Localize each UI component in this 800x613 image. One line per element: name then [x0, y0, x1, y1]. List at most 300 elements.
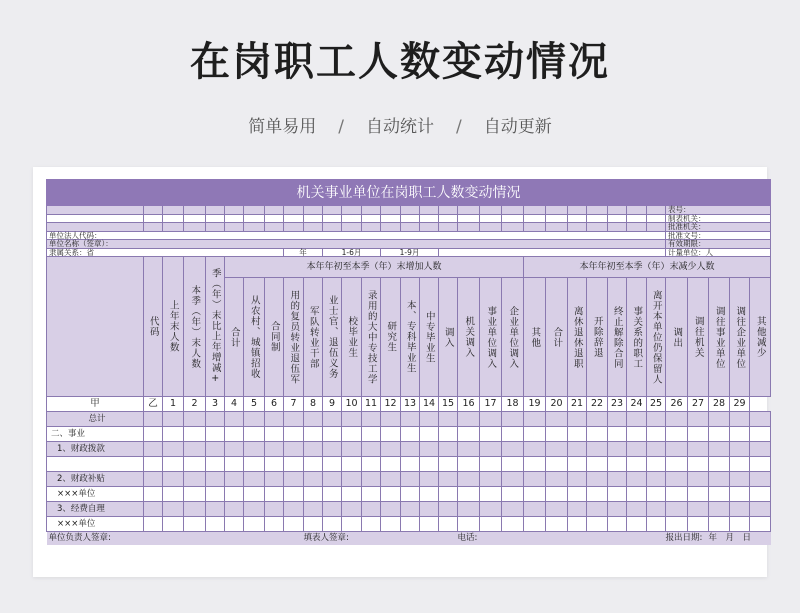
data-cell[interactable]	[144, 517, 163, 532]
data-cell[interactable]	[666, 487, 688, 502]
data-cell[interactable]	[458, 427, 480, 442]
data-cell[interactable]	[206, 472, 225, 487]
data-cell[interactable]	[184, 517, 206, 532]
data-cell[interactable]	[304, 487, 323, 502]
data-cell[interactable]	[420, 442, 439, 457]
data-cell[interactable]	[342, 427, 362, 442]
data-cell[interactable]	[304, 427, 323, 442]
data-cell[interactable]	[608, 442, 627, 457]
col-header: 录用的大中专技工学	[365, 289, 377, 385]
feature-3: 自动更新	[483, 117, 552, 137]
data-cell[interactable]	[304, 472, 323, 487]
data-cell[interactable]	[323, 457, 342, 472]
data-cell[interactable]	[323, 472, 342, 487]
data-cell[interactable]	[381, 517, 401, 532]
data-cell[interactable]	[647, 412, 666, 427]
data-cell[interactable]	[265, 472, 284, 487]
data-cell[interactable]	[647, 457, 666, 472]
data-cell[interactable]	[688, 442, 709, 457]
col-header: 企业单位调入	[507, 305, 519, 369]
data-cell[interactable]	[439, 487, 458, 502]
data-cell[interactable]	[524, 457, 546, 472]
data-cell[interactable]	[342, 487, 362, 502]
data-cell[interactable]	[225, 517, 244, 532]
data-cell[interactable]	[587, 487, 608, 502]
col-header: 调入	[442, 326, 454, 348]
data-cell[interactable]	[730, 502, 750, 517]
data-cell[interactable]	[587, 427, 608, 442]
data-cell[interactable]	[439, 457, 458, 472]
data-cell[interactable]	[666, 472, 688, 487]
col-header: 事关系的职工	[631, 305, 643, 369]
data-cell[interactable]	[730, 517, 750, 532]
data-cell[interactable]	[420, 457, 439, 472]
data-cell[interactable]	[524, 427, 546, 442]
data-cell[interactable]	[244, 472, 265, 487]
data-cell[interactable]	[502, 427, 524, 442]
data-cell[interactable]	[184, 487, 206, 502]
data-cell[interactable]	[225, 472, 244, 487]
data-cell[interactable]	[163, 427, 184, 442]
data-cell[interactable]	[439, 472, 458, 487]
footer-report-date: 报出日期:	[666, 532, 709, 546]
data-cell[interactable]	[688, 517, 709, 532]
data-cell[interactable]	[480, 472, 502, 487]
data-cell[interactable]	[524, 487, 546, 502]
data-cell[interactable]	[163, 457, 184, 472]
data-cell[interactable]	[206, 487, 225, 502]
data-cell[interactable]	[381, 472, 401, 487]
data-cell[interactable]	[381, 457, 401, 472]
data-cell[interactable]	[627, 517, 647, 532]
data-cell[interactable]	[458, 472, 480, 487]
data-cell[interactable]	[568, 427, 587, 442]
data-cell[interactable]	[502, 472, 524, 487]
data-cell[interactable]	[750, 472, 771, 487]
data-cell[interactable]	[206, 457, 225, 472]
data-cell[interactable]	[587, 442, 608, 457]
data-cell[interactable]	[608, 427, 627, 442]
data-cell[interactable]	[709, 442, 730, 457]
info-unit-name: 单位名称（签章）：	[47, 240, 666, 249]
data-cell[interactable]	[750, 517, 771, 532]
data-cell[interactable]	[524, 442, 546, 457]
data-cell[interactable]	[184, 472, 206, 487]
data-cell[interactable]	[381, 487, 401, 502]
data-cell[interactable]	[439, 442, 458, 457]
data-cell[interactable]	[362, 457, 381, 472]
data-cell[interactable]	[458, 457, 480, 472]
spreadsheet-preview	[33, 167, 767, 577]
column-code: 5	[244, 397, 265, 412]
column-code: 28	[709, 397, 730, 412]
column-code: 21	[568, 397, 587, 412]
data-cell[interactable]	[568, 442, 587, 457]
data-cell[interactable]	[502, 487, 524, 502]
data-cell[interactable]	[304, 457, 323, 472]
data-cell[interactable]	[401, 442, 420, 457]
data-cell[interactable]	[304, 442, 323, 457]
data-cell[interactable]	[206, 502, 225, 517]
data-cell[interactable]	[480, 412, 502, 427]
data-cell[interactable]	[647, 502, 666, 517]
data-cell[interactable]	[144, 487, 163, 502]
data-cell[interactable]	[524, 412, 546, 427]
separator: /	[456, 117, 462, 137]
col-header: 中专毕业生	[423, 310, 435, 364]
data-cell[interactable]	[401, 517, 420, 532]
data-cell[interactable]	[401, 427, 420, 442]
data-cell[interactable]	[666, 517, 688, 532]
data-cell[interactable]	[163, 472, 184, 487]
data-cell[interactable]	[362, 472, 381, 487]
data-cell[interactable]	[502, 442, 524, 457]
data-cell[interactable]	[206, 442, 225, 457]
data-cell[interactable]	[666, 427, 688, 442]
column-code: 2	[184, 397, 206, 412]
data-cell[interactable]	[401, 502, 420, 517]
data-cell[interactable]	[439, 502, 458, 517]
data-cell[interactable]	[546, 427, 568, 442]
data-cell[interactable]	[502, 517, 524, 532]
data-cell[interactable]	[420, 472, 439, 487]
column-code: 3	[206, 397, 225, 412]
data-cell[interactable]	[184, 502, 206, 517]
data-cell[interactable]	[225, 502, 244, 517]
data-cell[interactable]	[244, 427, 265, 442]
data-cell[interactable]	[730, 442, 750, 457]
data-cell[interactable]	[401, 487, 420, 502]
data-cell[interactable]	[730, 457, 750, 472]
data-cell[interactable]	[265, 427, 284, 442]
data-cell[interactable]	[420, 517, 439, 532]
col-header: 合计	[551, 326, 563, 348]
data-cell[interactable]	[323, 442, 342, 457]
data-cell[interactable]	[750, 412, 771, 427]
data-cell[interactable]	[265, 487, 284, 502]
row-label	[47, 457, 144, 472]
data-cell[interactable]	[709, 472, 730, 487]
group-header-decrease: 本年年初至本季（年）末减少人数	[524, 257, 771, 278]
data-cell[interactable]	[284, 517, 304, 532]
data-cell[interactable]	[546, 472, 568, 487]
data-cell[interactable]	[730, 487, 750, 502]
data-cell[interactable]	[546, 517, 568, 532]
data-cell[interactable]	[144, 442, 163, 457]
data-cell[interactable]	[362, 427, 381, 442]
data-cell[interactable]	[568, 457, 587, 472]
data-cell[interactable]	[627, 412, 647, 427]
period-q3: 1-9月	[381, 248, 439, 257]
data-cell[interactable]	[144, 502, 163, 517]
data-cell[interactable]	[627, 427, 647, 442]
data-cell[interactable]	[688, 487, 709, 502]
info-form-number: 表号：	[666, 206, 771, 215]
data-cell[interactable]	[420, 487, 439, 502]
column-code: 27	[688, 397, 709, 412]
data-cell[interactable]	[730, 427, 750, 442]
data-cell[interactable]	[709, 517, 730, 532]
data-cell[interactable]	[666, 457, 688, 472]
data-cell[interactable]	[362, 487, 381, 502]
data-cell[interactable]	[323, 427, 342, 442]
data-cell[interactable]	[666, 442, 688, 457]
data-cell[interactable]	[206, 412, 225, 427]
data-cell[interactable]	[144, 457, 163, 472]
data-cell[interactable]	[420, 502, 439, 517]
column-code: 10	[342, 397, 362, 412]
data-cell[interactable]	[342, 517, 362, 532]
data-cell[interactable]	[184, 442, 206, 457]
data-cell[interactable]	[225, 427, 244, 442]
data-cell[interactable]	[163, 412, 184, 427]
data-cell[interactable]	[401, 472, 420, 487]
data-cell[interactable]	[688, 427, 709, 442]
data-cell[interactable]	[420, 427, 439, 442]
data-cell[interactable]	[265, 442, 284, 457]
data-cell[interactable]	[265, 412, 284, 427]
data-cell[interactable]	[244, 502, 265, 517]
data-cell[interactable]	[323, 517, 342, 532]
data-cell[interactable]	[627, 472, 647, 487]
data-cell[interactable]	[647, 442, 666, 457]
data-cell[interactable]	[163, 442, 184, 457]
data-cell[interactable]	[608, 502, 627, 517]
data-cell[interactable]	[568, 412, 587, 427]
data-cell[interactable]	[666, 412, 688, 427]
data-cell[interactable]	[284, 502, 304, 517]
data-cell[interactable]	[284, 457, 304, 472]
data-cell[interactable]	[750, 427, 771, 442]
data-cell[interactable]	[401, 457, 420, 472]
info-issuing-authority: 制表机关：	[666, 214, 771, 223]
data-cell[interactable]	[458, 517, 480, 532]
data-cell[interactable]	[244, 412, 265, 427]
data-cell[interactable]	[750, 487, 771, 502]
data-cell[interactable]	[323, 502, 342, 517]
col-header: 校毕业生	[346, 316, 358, 358]
data-cell[interactable]	[144, 472, 163, 487]
data-cell[interactable]	[401, 412, 420, 427]
data-cell[interactable]	[480, 427, 502, 442]
data-cell[interactable]	[362, 502, 381, 517]
data-cell[interactable]	[647, 517, 666, 532]
data-cell[interactable]	[688, 472, 709, 487]
data-cell[interactable]	[458, 487, 480, 502]
row-label: 1、财政拨款	[47, 442, 144, 457]
data-cell[interactable]	[206, 427, 225, 442]
data-cell[interactable]	[342, 502, 362, 517]
data-cell[interactable]	[342, 442, 362, 457]
data-cell[interactable]	[546, 412, 568, 427]
data-cell[interactable]	[265, 517, 284, 532]
column-code: 23	[608, 397, 627, 412]
column-code: 16	[458, 397, 480, 412]
data-cell[interactable]	[304, 517, 323, 532]
data-cell[interactable]	[709, 457, 730, 472]
data-cell[interactable]	[284, 472, 304, 487]
data-cell[interactable]	[163, 502, 184, 517]
data-cell[interactable]	[458, 502, 480, 517]
data-cell[interactable]	[304, 502, 323, 517]
data-cell[interactable]	[381, 427, 401, 442]
data-cell[interactable]	[480, 487, 502, 502]
data-cell[interactable]	[608, 487, 627, 502]
data-cell[interactable]	[688, 412, 709, 427]
column-code: 14	[420, 397, 439, 412]
data-cell[interactable]	[184, 412, 206, 427]
data-cell[interactable]	[568, 502, 587, 517]
column-code: 24	[627, 397, 647, 412]
data-cell[interactable]	[666, 502, 688, 517]
data-cell[interactable]	[688, 457, 709, 472]
data-cell[interactable]	[587, 472, 608, 487]
data-cell[interactable]	[439, 517, 458, 532]
data-cell[interactable]	[144, 427, 163, 442]
data-cell[interactable]	[709, 427, 730, 442]
data-cell[interactable]	[524, 502, 546, 517]
data-cell[interactable]	[439, 427, 458, 442]
data-cell[interactable]	[284, 427, 304, 442]
data-cell[interactable]	[647, 427, 666, 442]
data-cell[interactable]	[709, 412, 730, 427]
col-header: 开除辞退	[591, 316, 603, 358]
data-cell[interactable]	[362, 412, 381, 427]
data-cell[interactable]	[709, 487, 730, 502]
data-cell[interactable]	[244, 487, 265, 502]
column-code: 8	[304, 397, 323, 412]
data-cell[interactable]	[647, 487, 666, 502]
data-cell[interactable]	[144, 412, 163, 427]
period-year: 年	[284, 248, 323, 257]
data-cell[interactable]	[480, 457, 502, 472]
column-code: 15	[439, 397, 458, 412]
data-cell[interactable]	[627, 457, 647, 472]
data-cell[interactable]	[480, 502, 502, 517]
data-cell[interactable]	[244, 457, 265, 472]
data-cell[interactable]	[284, 487, 304, 502]
data-cell[interactable]	[627, 442, 647, 457]
data-cell[interactable]	[284, 442, 304, 457]
col-header: 调出	[671, 326, 683, 348]
data-cell[interactable]	[342, 472, 362, 487]
data-cell[interactable]	[225, 457, 244, 472]
data-cell[interactable]	[342, 457, 362, 472]
data-cell[interactable]	[587, 517, 608, 532]
data-cell[interactable]	[688, 502, 709, 517]
row-label: ×××单位	[47, 517, 144, 532]
data-cell[interactable]	[568, 517, 587, 532]
row-label: 总计	[47, 412, 144, 427]
col-header: 调往机关	[692, 316, 704, 358]
data-cell[interactable]	[608, 412, 627, 427]
data-cell[interactable]	[546, 487, 568, 502]
data-cell[interactable]	[627, 502, 647, 517]
data-cell[interactable]	[730, 412, 750, 427]
data-cell[interactable]	[750, 442, 771, 457]
data-cell[interactable]	[225, 487, 244, 502]
data-cell[interactable]	[647, 472, 666, 487]
data-cell[interactable]	[524, 517, 546, 532]
col-header: 调往事业单位	[713, 305, 725, 369]
data-cell[interactable]	[362, 517, 381, 532]
data-cell[interactable]	[458, 412, 480, 427]
data-cell[interactable]	[750, 502, 771, 517]
col-header: 业士官、退伍义务	[326, 295, 338, 379]
column-code: 1	[163, 397, 184, 412]
data-cell[interactable]	[420, 412, 439, 427]
data-cell[interactable]	[546, 442, 568, 457]
col-header: 离开本单位仍保留人	[650, 289, 662, 385]
data-cell[interactable]	[587, 412, 608, 427]
data-cell[interactable]	[480, 442, 502, 457]
data-cell[interactable]	[362, 442, 381, 457]
data-cell[interactable]	[244, 442, 265, 457]
data-cell[interactable]	[184, 457, 206, 472]
col-header: 本、专科毕业生	[404, 300, 416, 374]
data-cell[interactable]	[587, 502, 608, 517]
data-cell[interactable]	[244, 517, 265, 532]
data-cell[interactable]	[608, 517, 627, 532]
column-code: 22	[587, 397, 608, 412]
data-cell[interactable]	[184, 427, 206, 442]
data-cell[interactable]	[381, 502, 401, 517]
data-cell[interactable]	[206, 517, 225, 532]
data-cell[interactable]	[709, 502, 730, 517]
data-cell[interactable]	[323, 412, 342, 427]
data-cell[interactable]	[750, 457, 771, 472]
data-cell[interactable]	[546, 502, 568, 517]
col-header: 军队转业干部	[307, 305, 319, 369]
feature-1: 简单易用	[248, 117, 317, 137]
row-label: 2、财政补贴	[47, 472, 144, 487]
data-cell[interactable]	[524, 472, 546, 487]
data-cell[interactable]	[546, 457, 568, 472]
data-cell[interactable]	[265, 502, 284, 517]
col-header: 合计	[228, 326, 240, 348]
data-cell[interactable]	[568, 472, 587, 487]
data-cell[interactable]	[608, 472, 627, 487]
data-cell[interactable]	[568, 487, 587, 502]
data-cell[interactable]	[163, 487, 184, 502]
data-cell[interactable]	[163, 517, 184, 532]
data-cell[interactable]	[627, 487, 647, 502]
data-cell[interactable]	[458, 442, 480, 457]
data-cell[interactable]	[608, 457, 627, 472]
data-cell[interactable]	[381, 412, 401, 427]
feature-tagline	[0, 112, 800, 137]
data-cell[interactable]	[502, 412, 524, 427]
data-cell[interactable]	[323, 487, 342, 502]
data-cell[interactable]	[304, 412, 323, 427]
row-label: ×××单位	[47, 487, 144, 502]
data-cell[interactable]	[284, 412, 304, 427]
column-code: 甲	[47, 397, 144, 412]
data-cell[interactable]	[587, 457, 608, 472]
data-cell[interactable]	[502, 502, 524, 517]
data-cell[interactable]	[381, 442, 401, 457]
data-cell[interactable]	[480, 517, 502, 532]
data-cell[interactable]	[225, 442, 244, 457]
data-cell[interactable]	[502, 457, 524, 472]
data-cell[interactable]	[342, 412, 362, 427]
data-cell[interactable]	[265, 457, 284, 472]
data-cell[interactable]	[730, 472, 750, 487]
data-cell[interactable]	[439, 412, 458, 427]
data-cell[interactable]	[225, 412, 244, 427]
col-header: 上年末人数	[167, 300, 179, 353]
report-table	[46, 179, 771, 545]
